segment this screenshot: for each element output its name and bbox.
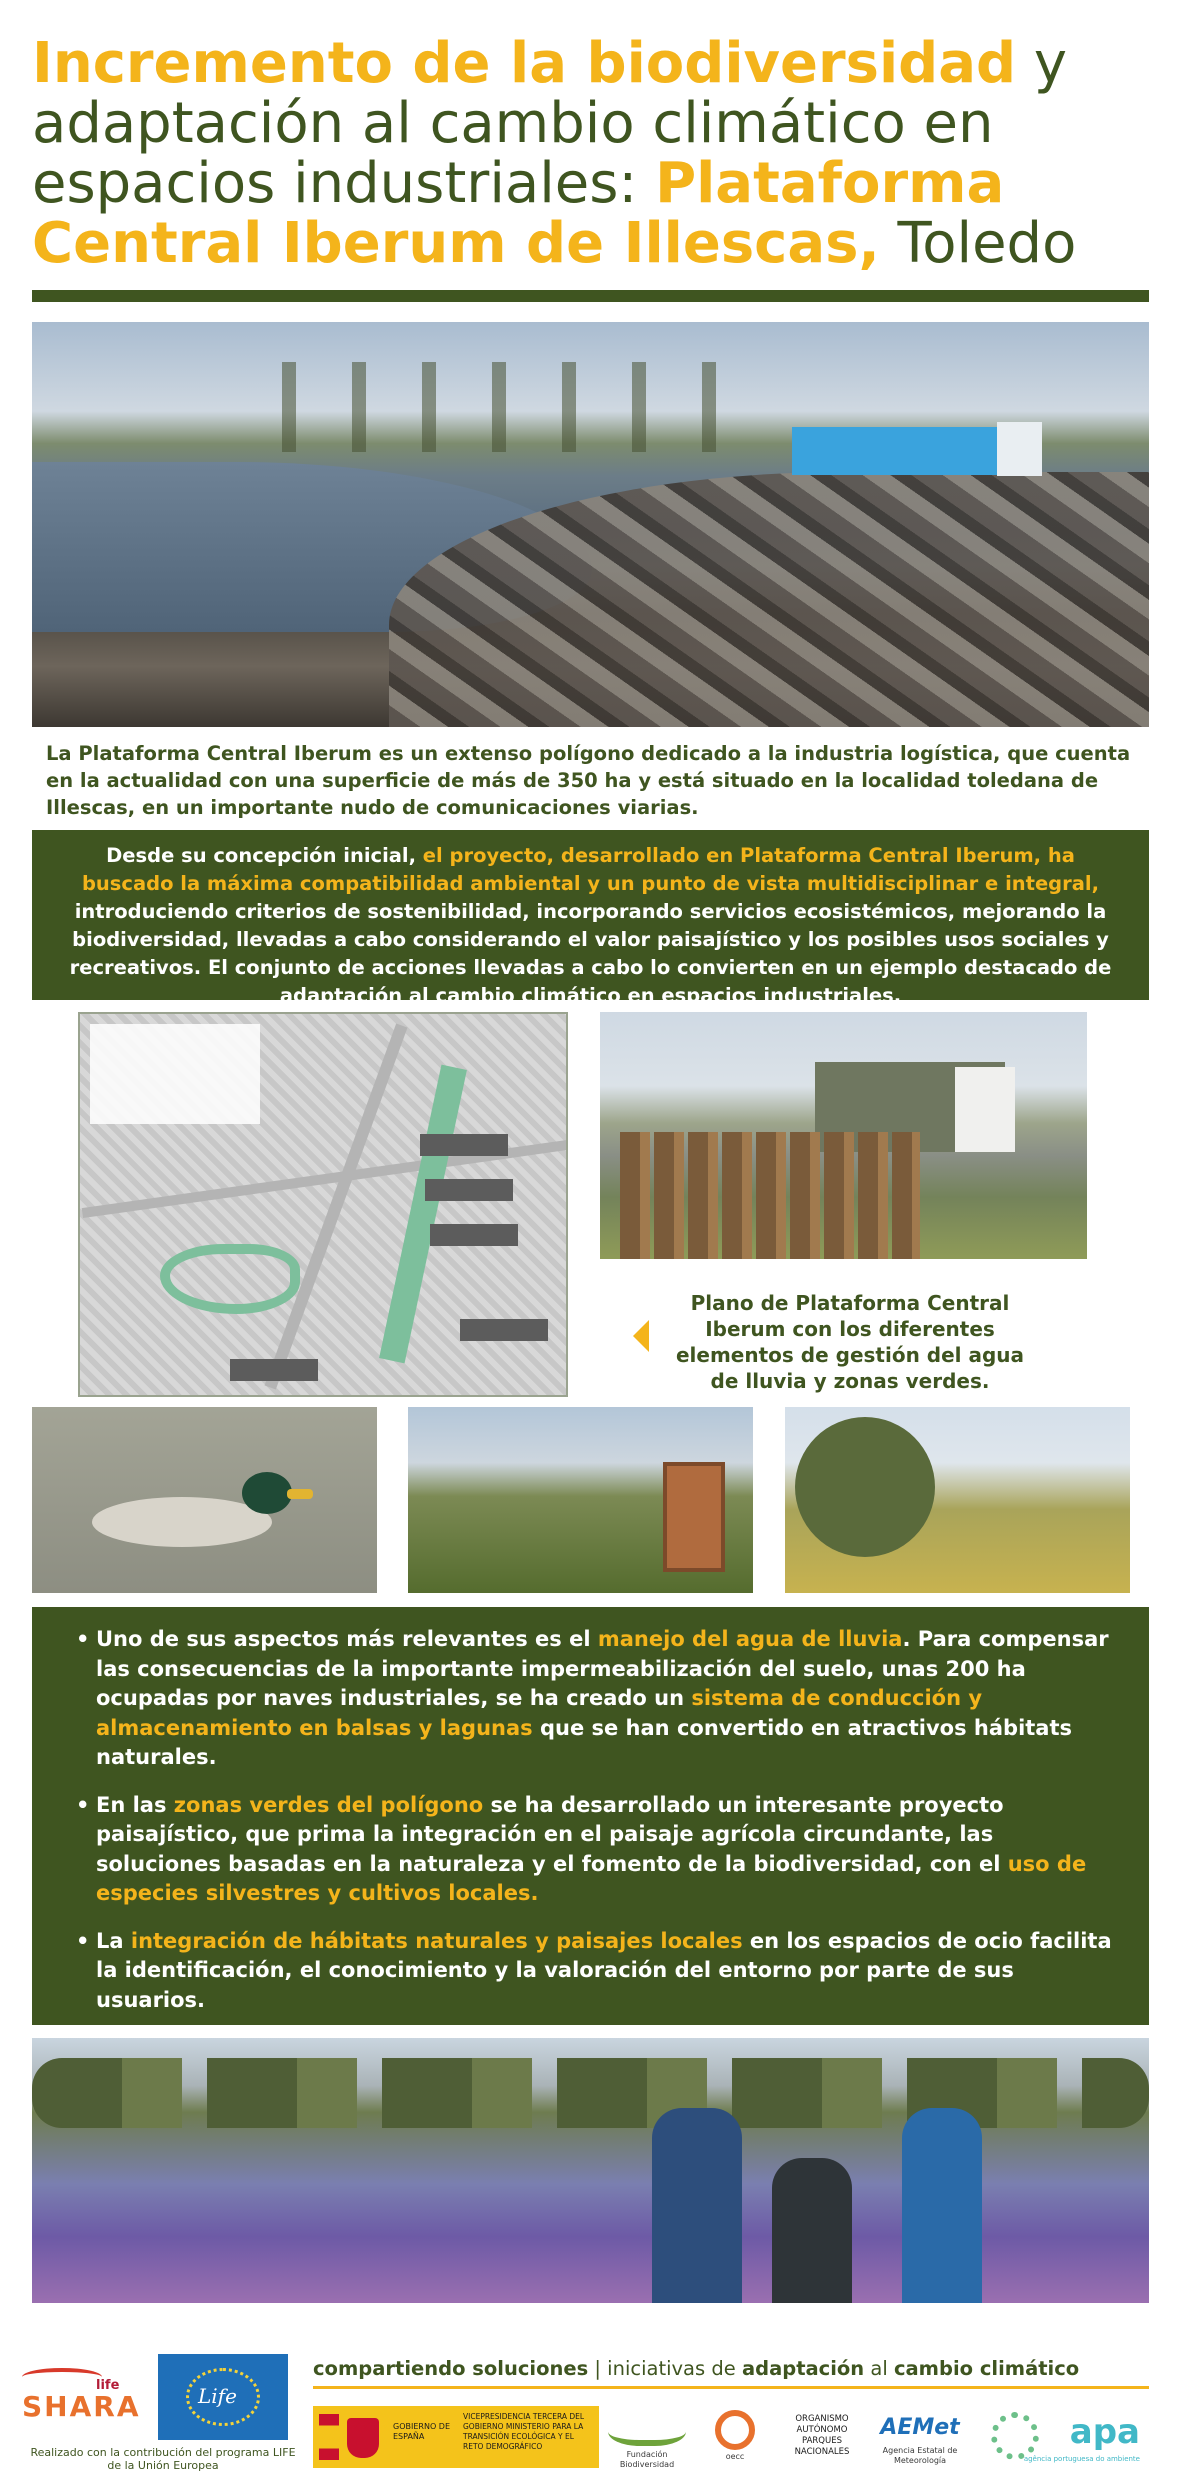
footer-divider [313,2386,1149,2389]
ministerio-text: VICEPRESIDENCIA TERCERA DEL GOBIERNO MINISTERIO PARA LA TRANSICIÓN ECOLÓGICA Y EL RETO DEMOGRÁFICO [463,2412,585,2451]
fb-leaf-icon [608,2410,686,2446]
oapn-logo: ORGANISMO AUTÓNOMO PARQUES NACIONALES [794,2414,850,2457]
eu-life-logo [158,2354,288,2440]
map-caption: Plano de Plataforma Central Iberum con los diferentes elementos de gestión del agua de lluvia y zonas verdes. [675,1291,1025,1393]
olive-tree [795,1417,935,1557]
info-sign-photo [408,1407,753,1593]
apa-logo: apa agência portuguesa do ambiente [985,2410,1150,2468]
list-item: • La integración de hábitats naturales y paisajes locales en los espacios de ocio facilita la identificación, el conocimiento y la valoración del entorno por parte de sus usuarios. [80,1927,1117,2016]
gobierno-logo [313,2406,599,2468]
olive-grove [32,2058,1149,2128]
truck-cab [997,422,1042,476]
apa-dots-icon [991,2412,1039,2460]
highlights-box [32,1607,1149,2025]
map-label [230,1359,318,1381]
olive-tree-photo [785,1407,1130,1593]
shara-life-word: life [96,2378,120,2393]
oecc-logo: oecc [700,2410,770,2468]
title-part2: y adaptación al cambio climático en espacios industriales: [32,31,1068,216]
shara-wave-icon [22,2368,102,2386]
site-plan-map [78,1012,568,1397]
title-part3: Plataforma Central Iberum de Illescas, [32,151,1005,276]
duck-head [242,1472,292,1514]
list-item: • En las zonas verdes del polígono se ha desarrollado un interesante proyecto paisajístico, que prima la integración en el paisaje agrícola circundante, las soluciones basadas en la naturaleza y el fomento de la biodiversidad, con el uso de especies silvestres y cultivos locales. [80,1791,1117,1909]
tree-line [252,362,732,452]
concept-text-c: introduciendo criterios de sostenibilidad, incorporando servicios ecosistémicos, mejorando la biodiversidad, llevadas a cabo considerando el valor paisajístico y los posibles usos sociales y recreativos. El conjunto de acciones llevadas a cabo lo convierten en un ejemplo destacado de adaptación al cambio climático en espacios industriales. [69,900,1112,1007]
intro-text: La Plataforma Central Iberum es un extenso polígono dedicado a la industria logística, que cuenta en la actualidad con una superficie de más de 350 ha y está situado en la localidad toledana de Illescas, en un importante nudo de comunicaciones viarias. [46,742,1131,819]
map-legend [90,1024,260,1124]
page-title [32,31,1152,276]
spain-flag-icon [319,2414,339,2460]
oecc-ring-icon [715,2410,755,2450]
title-divider [32,290,1149,302]
duck-body [92,1497,272,1547]
gobierno-text: GOBIERNO DE ESPAÑA [393,2422,450,2441]
fundacion-biodiversidad-logo: Fundación Biodiversidad [606,2410,688,2468]
trucks-fence-photo [600,1012,1087,1259]
footer-tagline: compartiendo soluciones | iniciativas de adaptación al cambio climático [313,2357,1080,2380]
concept-text-highlight: el proyecto, desarrollado en Plataforma Central Iberum, ha buscado la máxima compatibilidad ambiental y un punto de vista multidisciplinar e integral, [81,844,1100,895]
shara-word: SHARA [22,2390,141,2423]
duck-bill [287,1489,313,1499]
map-green-zone [160,1244,300,1314]
life-caption: Realizado con la contribución del programa LIFE de la Unión Europea [30,2446,296,2472]
caption-arrow-icon [633,1320,649,1352]
list-item: • Uno de sus aspectos más relevantes es el manejo del agua de lluvia. Para compensar las consecuencias de la importante impermeabilización del suelo, unas 200 ha ocupadas por naves industriales, se ha creado un sistema de conducción y almacenamiento en balsas y lagunas que se han convertido en atractivos hábitats naturales. [80,1625,1117,1773]
coat-of-arms-icon [347,2418,379,2458]
truck-cab [955,1067,1015,1152]
lagoon-photo [32,322,1149,727]
highlights-list [80,1625,1117,2015]
map-label [460,1319,548,1341]
wildflower-field-photo [32,2038,1149,2303]
map-label [430,1224,518,1246]
title-part1: Incremento de la biodiversidad [32,31,1017,96]
wooden-fence [620,1132,920,1259]
title-part4: Toledo [879,211,1077,276]
person-blue-shirt [652,2108,742,2303]
shara-logo [22,2350,142,2440]
duck-photo [32,1407,377,1593]
map-green-corridor [379,1065,467,1364]
person-cap [902,2108,982,2303]
concept-box [32,830,1149,1007]
life-word: Life [198,2384,237,2408]
truck-trailer [792,427,997,475]
person-backpack [772,2158,852,2303]
concept-text-a: Desde su concepción inicial, [106,844,423,867]
map-label [425,1179,513,1201]
info-board [663,1462,725,1572]
map-label [420,1134,508,1156]
aemet-logo: AEMet Agencia Estatal de Meteorología [880,2415,960,2465]
